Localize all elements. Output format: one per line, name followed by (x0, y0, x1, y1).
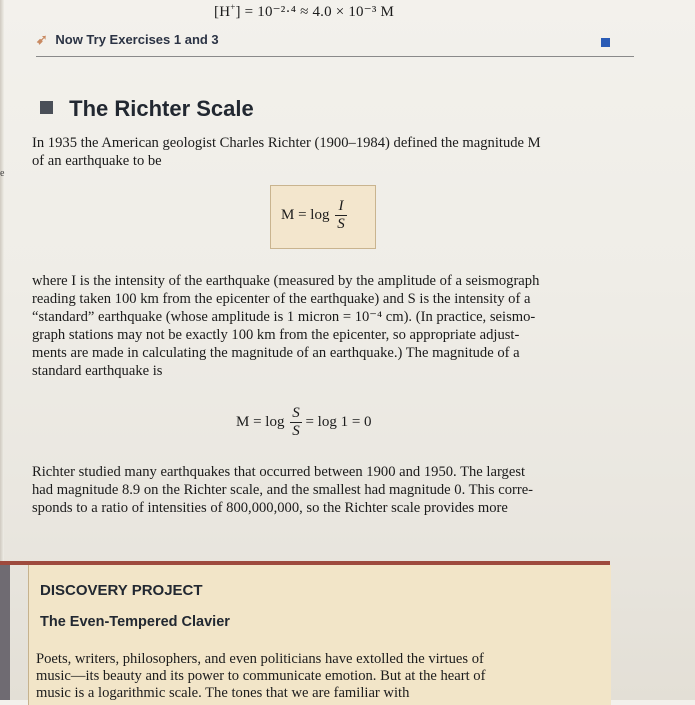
h-ion-symbol: [H+] (214, 2, 241, 20)
hydrogen-equation-text: = 10⁻²·⁴ ≈ 4.0 × 10⁻³ M (244, 4, 395, 20)
discovery-subtitle: The Even-Tempered Clavier (40, 614, 230, 630)
standard-magnitude-equation (236, 405, 372, 440)
text-line: “standard” earthquake (whose amplitude is 1 micron = 10⁻⁴ cm). (In practice, seismo- (32, 309, 536, 325)
section-heading (40, 96, 254, 122)
text-line: had magnitude 8.9 on the Richter scale, and the smallest had magnitude 0. This corre- (32, 482, 534, 498)
discovery-title: DISCOVERY PROJECT (40, 582, 203, 599)
text-line: Poets, writers, philosophers, and even politicians have extolled the virtues of (36, 651, 484, 667)
text-line: Richter studied many earthquakes that occurred between 1900 and 1950. The largest (32, 464, 526, 480)
text-line: standard earthquake is (32, 363, 163, 379)
try-exercises-note (36, 31, 219, 48)
text-line: of an earthquake to be (32, 153, 162, 169)
richter-formula-box (270, 185, 376, 249)
equation-denominator: S (292, 423, 300, 439)
text-line: ments are made in calculating the magnitude of an earthquake.) The magnitude of a (32, 345, 520, 361)
equation-lhs: M = log (236, 413, 285, 430)
formula-fraction (335, 198, 347, 233)
text-line: reading taken 100 km from the epicenter of the earthquake) and S is the intensity of a (32, 291, 531, 307)
equation-fraction (290, 405, 302, 440)
equation-rhs: = log 1 = 0 (305, 413, 372, 430)
richter-study-paragraph (32, 463, 533, 517)
richter-formula (281, 198, 347, 233)
formula-numerator: I (335, 198, 347, 216)
text-line: graph stations may not be exactly 100 km from the epicenter, so appropriate adjust- (32, 327, 520, 343)
end-of-example-square-icon (601, 38, 610, 47)
text-line: music—its beauty and its power to communicate emotion. But at the heart of (36, 668, 486, 684)
arrow-icon: ➹ (36, 31, 48, 47)
formula-denominator: S (337, 216, 345, 232)
section-title: The Richter Scale (69, 96, 254, 121)
text-line: In 1935 the American geologist Charles Richter (1900–1984) defined the magnitude M (32, 135, 541, 151)
page-edge-dark (0, 565, 10, 700)
try-exercises-label: Now Try Exercises 1 and 3 (55, 32, 219, 47)
intro-paragraph (32, 134, 541, 170)
hydrogen-ion-equation (214, 2, 394, 21)
divider (36, 56, 634, 57)
discovery-paragraph (36, 651, 485, 702)
equation-numerator: S (292, 405, 300, 421)
definition-paragraph (32, 272, 539, 380)
text-line: sponds to a ratio of intensities of 800,000,000, so the Richter scale provides more (32, 500, 508, 516)
heading-square-icon (40, 101, 53, 114)
text-line: music is a logarithmic scale. The tones that we are familiar with (36, 685, 410, 701)
margin-mark: e (0, 168, 5, 179)
text-line: where I is the intensity of the earthquake (measured by the amplitude of a seismograph (32, 273, 540, 289)
formula-lhs: M = log (281, 206, 330, 223)
